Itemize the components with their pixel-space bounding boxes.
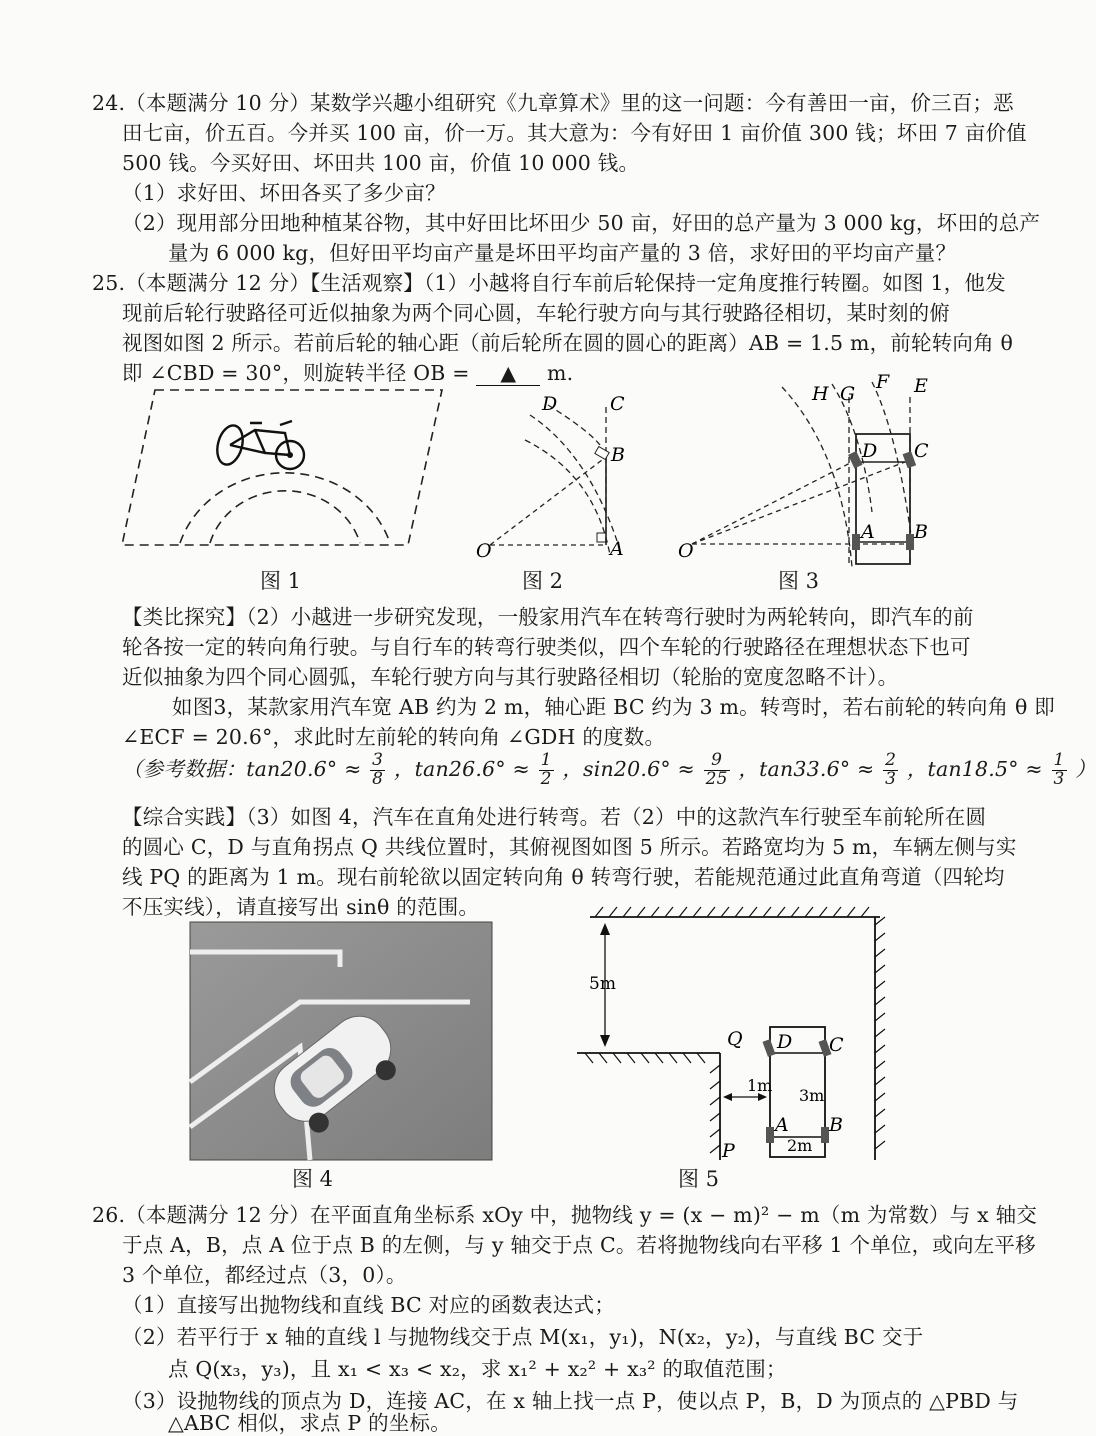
fig5-label-p: P	[722, 1140, 735, 1162]
answer-blank[interactable]	[476, 361, 540, 386]
fig3-label-b: B	[914, 521, 928, 543]
caption-figure-1: 图 1	[260, 569, 302, 593]
q25-line-1: 25.（本题满分 12 分）【生活观察】（1）小越将自行车前后轮保持一定角度推行转圈。如图 1，他发	[92, 271, 1006, 295]
figure-3-car-diagram	[672, 372, 942, 572]
fig5-label-d: D	[777, 1031, 793, 1053]
figure-2-diagram	[470, 385, 640, 560]
fig2-label-d: D	[542, 393, 558, 415]
practice-line-1: 【综合实践】（3）如图 4，汽车在直角处进行转弯。若（2）中的这款汽车行驶至车前轮所在圆	[122, 805, 987, 829]
ref-text-2: ，tan26.6° ≈	[393, 757, 530, 781]
fraction-3-8	[370, 752, 385, 789]
q24-line-1: 24.（本题满分 10 分）某数学兴趣小组研究《九章算术》里的这一问题：今有善田一亩，价三百；恶	[92, 91, 1014, 115]
fraction-2-3	[883, 752, 898, 789]
q24-sub-1: （1）求好田、坏田各买了多少亩？	[122, 181, 446, 205]
fig5-label-3m: 3m	[799, 1086, 825, 1105]
frac-den: 2	[540, 769, 552, 789]
q25-line-2: 现前后轮行驶路径可近似抽象为两个同心圆，车轮行驶方向与其行驶路径相切，某时刻的俯	[122, 301, 950, 325]
q26-line-3: 3 个单位，都经过点（3，0）。	[122, 1263, 407, 1287]
frac-den: 25	[705, 769, 728, 789]
ref-text-5: ，tan18.5° ≈	[906, 757, 1043, 781]
frac-num: 9	[704, 752, 730, 771]
blank-mark: ▲	[500, 361, 517, 385]
q24-line-2: 田七亩，价五百。今并买 100 亩，价一万。其大意为：今有好田 1 亩价值 300 钱；坏田 7 亩价值	[122, 121, 1027, 145]
q26-line-1: 26.（本题满分 12 分）在平面直角坐标系 xOy 中，抛物线 y = (x − m)² − m（m 为常数）与 x 轴交	[92, 1203, 1038, 1227]
q26-sub-2: （2）若平行于 x 轴的直线 l 与抛物线交于点 M(x₁，y₁)，N(x₂，y₂)，与直线 BC 交于	[122, 1325, 924, 1349]
frac-num: 2	[885, 750, 897, 771]
q25-line-4	[122, 356, 573, 386]
q25-line-4-text: 即 ∠CBD = 30°，则旋转半径 OB =	[122, 361, 470, 385]
practice-line-3: 线 PQ 的距离为 1 m。现右前轮欲以固定转向角 θ 转弯行驶，若能规范通过此直角弯道（四轮均	[122, 865, 1005, 889]
fig3-label-e: E	[914, 375, 928, 397]
analogy-line-2: 轮各按一定的转向角行驶。与自行车的转弯行驶类似，四个车轮的行驶路径在理想状态下也可	[122, 635, 971, 659]
fig3-label-f: F	[876, 371, 890, 393]
fig3-label-c: C	[914, 440, 929, 462]
frac-den: 8	[372, 769, 384, 789]
fig3-label-o: O	[678, 540, 694, 562]
ref-text-4: ，tan33.6° ≈	[738, 757, 875, 781]
fig2-label-c: C	[610, 393, 625, 415]
frac-num: 3	[372, 750, 384, 771]
q24-line-3: 500 钱。今买好田、坏田共 100 亩，价值 10 000 钱。	[122, 151, 640, 175]
ref-prefix: （参考数据：tan20.6° ≈	[122, 757, 362, 781]
figure-4-car-photo	[190, 922, 492, 1160]
fig5-label-q: Q	[727, 1028, 743, 1050]
caption-figure-2: 图 2	[522, 569, 564, 593]
q26-line-2: 于点 A，B，点 A 位于点 B 的左侧，与 y 轴交于点 C。若将抛物线向右平移 1 个单位，或向左平移	[122, 1233, 1036, 1257]
q26-sub-3-cont: △ABC 相似，求点 P 的坐标。	[168, 1411, 451, 1435]
fig3-label-a: A	[861, 521, 875, 543]
fraction-1-2	[539, 752, 554, 789]
frac-den: 3	[1053, 769, 1065, 789]
fig2-label-o: O	[476, 540, 492, 562]
fig3-label-d: D	[862, 440, 878, 462]
caption-figure-3: 图 3	[778, 569, 820, 593]
reference-data	[122, 752, 1096, 789]
figure-1-bicycle	[120, 385, 450, 550]
q26-sub-1: （1）直接写出抛物线和直线 BC 对应的函数表达式；	[122, 1293, 615, 1317]
fig5-label-1m: 1m	[747, 1076, 773, 1095]
fraction-1-3	[1052, 752, 1067, 789]
fig5-label-c: C	[829, 1034, 844, 1056]
fig5-label-a: A	[775, 1114, 789, 1136]
fig3-label-h: H	[812, 383, 829, 405]
caption-figure-5: 图 5	[678, 1167, 720, 1191]
fig5-label-5m: 5m	[589, 974, 616, 994]
ref-suffix: ）	[1075, 757, 1096, 781]
q26-sub-3: （3）设抛物线的顶点为 D，连接 AC，在 x 轴上找一点 P，使以点 P，B，D 为顶点的 △PBD 与	[122, 1389, 1019, 1413]
fig5-label-b: B	[829, 1114, 843, 1136]
practice-line-4: 不压实线），请直接写出 sinθ 的范围。	[122, 895, 480, 919]
q26-sub-2-cont: 点 Q(x₃，y₃)，且 x₁ < x₃ < x₂，求 x₁² + x₂² + x₃² 的取值范围；	[168, 1357, 787, 1381]
fraction-9-25	[704, 752, 730, 789]
fig3-label-g: G	[840, 383, 856, 405]
analogy-line-5: ∠ECF = 20.6°，求此时左前轮的转向角 ∠GDH 的度数。	[122, 725, 666, 749]
figure-5-corner-diagram	[575, 905, 895, 1167]
q24-sub-2: （2）现用部分田地种植某谷物，其中好田比坏田少 50 亩，好田的总产量为 3 000 kg，坏田的总产	[122, 211, 1041, 235]
unit-text: m.	[547, 361, 574, 385]
analogy-line-3: 近似抽象为四个同心圆弧，车轮行驶方向与其行驶路径相切（轮胎的宽度忽略不计）。	[122, 665, 899, 689]
ref-text-3: ，sin20.6° ≈	[562, 757, 695, 781]
fig5-label-2m: 2m	[787, 1136, 813, 1155]
analogy-line-1: 【类比探究】（2）小越进一步研究发现，一般家用汽车在转弯行驶时为两轮转向，即汽车的前	[122, 605, 974, 629]
frac-den: 3	[885, 769, 897, 789]
fig2-label-a: A	[610, 538, 624, 560]
practice-line-2: 的圆心 C，D 与直角拐点 Q 共线位置时，其俯视图如图 5 所示。若路宽均为 5 m，车辆左侧与实	[122, 835, 1017, 859]
analogy-line-4: 如图3，某款家用汽车宽 AB 约为 2 m，轴心距 BC 约为 3 m。转弯时，若右前轮的转向角 θ 即	[172, 695, 1055, 719]
caption-figure-4: 图 4	[292, 1167, 334, 1191]
frac-num: 1	[540, 750, 552, 771]
frac-num: 1	[1053, 750, 1065, 771]
fig2-label-b: B	[611, 444, 625, 466]
q24-sub-2-cont: 量为 6 000 kg，但好田平均亩产量是坏田平均亩产量的 3 倍，求好田的平均亩产量？	[168, 241, 957, 265]
q25-line-3: 视图如图 2 所示。若前后轮的轴心距（前后轮所在圆的圆心的距离）AB = 1.5 m，前轮转向角 θ	[122, 331, 1014, 355]
